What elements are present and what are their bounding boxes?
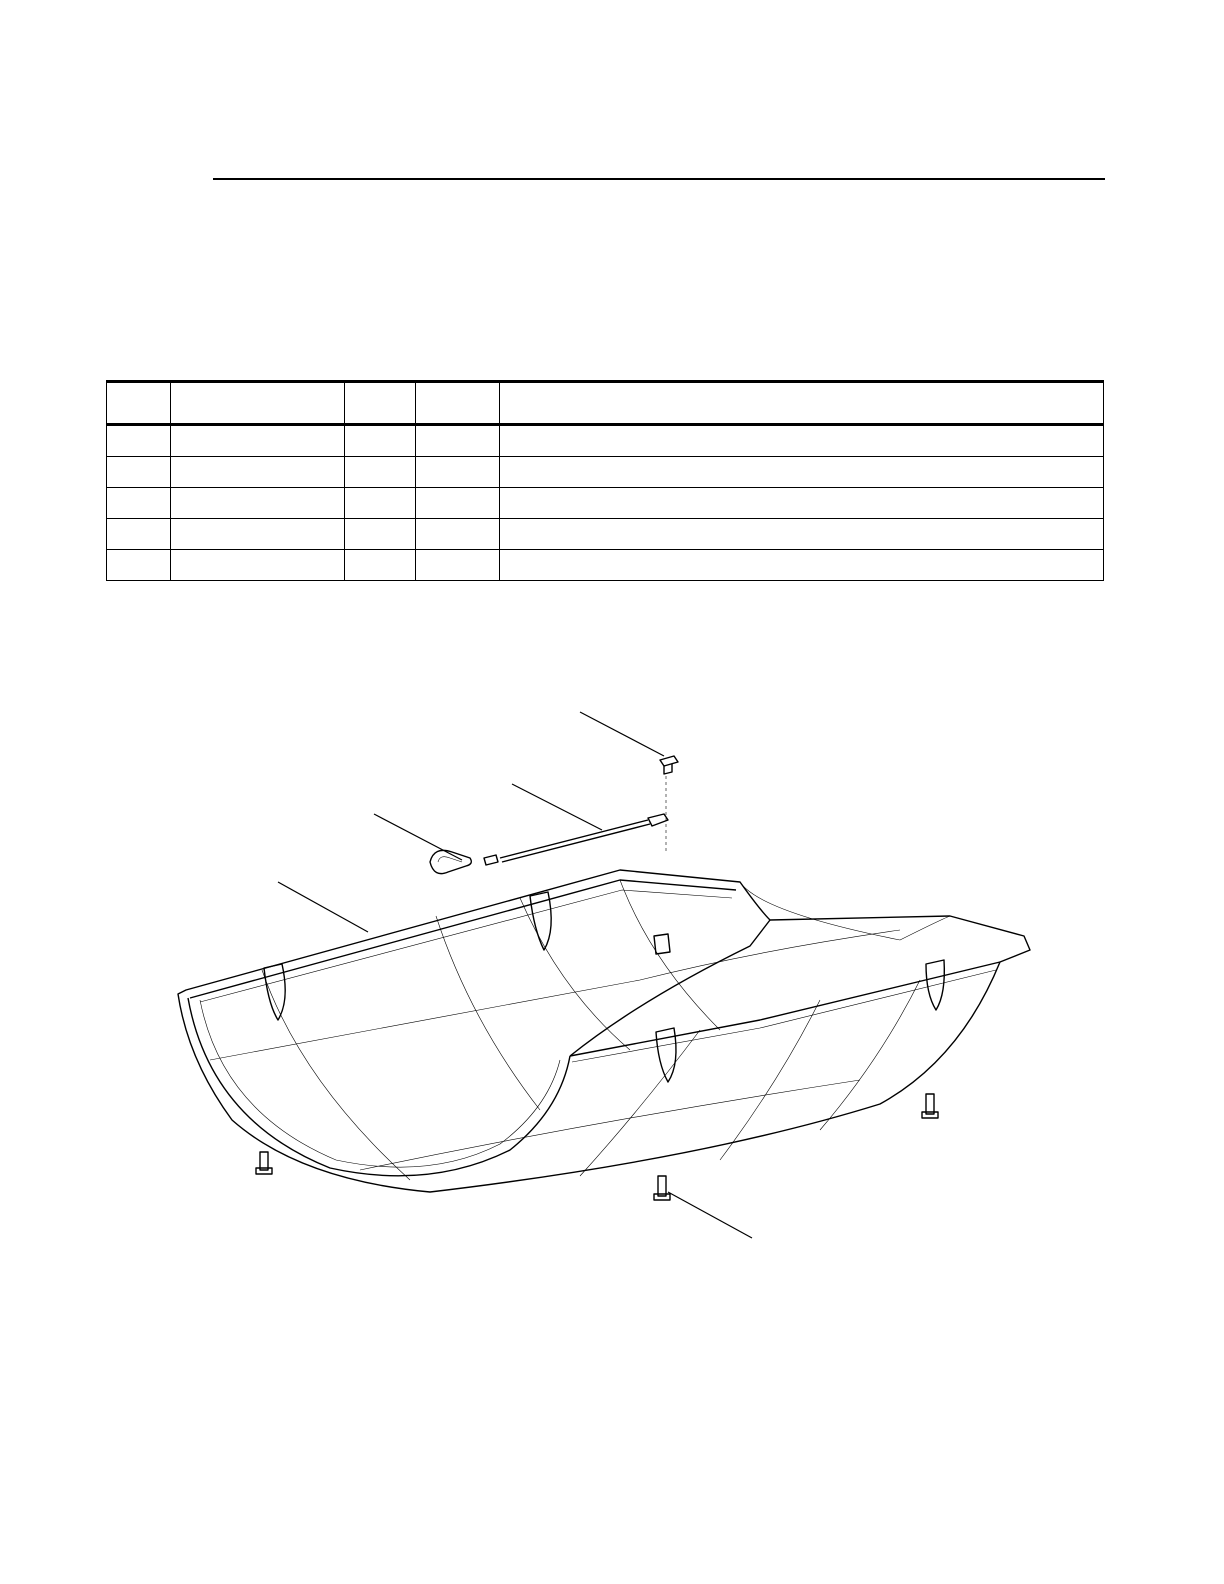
fastener-bottom-right [922, 1094, 938, 1118]
table-row [107, 519, 1104, 550]
fastener-bottom-center [654, 1176, 670, 1200]
table-cell [171, 488, 345, 519]
table-cell [345, 519, 416, 550]
table-cell [500, 550, 1104, 581]
table-cell [107, 519, 171, 550]
table-cell [500, 488, 1104, 519]
table-cell [171, 425, 345, 457]
table-cell [107, 488, 171, 519]
fastener-top [660, 756, 678, 852]
leader-line-fastener-top [580, 712, 664, 756]
hull-shell [178, 870, 1030, 1192]
table-cell [107, 457, 171, 488]
table-cell [171, 457, 345, 488]
table-cell [345, 550, 416, 581]
table-row [107, 488, 1104, 519]
table-cell [416, 488, 500, 519]
table-row [107, 425, 1104, 457]
leader-line-hull [278, 882, 368, 932]
table-cell [171, 550, 345, 581]
table-cell [107, 425, 171, 457]
table-cell [416, 519, 500, 550]
leader-line-fastener-bottom [668, 1192, 752, 1238]
table-cell [416, 425, 500, 457]
header-rule [213, 178, 1105, 180]
table-cell [107, 550, 171, 581]
header-cell [171, 382, 345, 425]
table-cell [345, 488, 416, 519]
fastener-bottom-left [256, 1152, 272, 1174]
table-cell [500, 457, 1104, 488]
table-cell [345, 425, 416, 457]
table-cell [500, 425, 1104, 457]
leader-line-tether [512, 784, 602, 830]
exploded-assembly-diagram [0, 690, 1224, 1250]
table-row [107, 550, 1104, 581]
table-cell [500, 519, 1104, 550]
header-cell [416, 382, 500, 425]
tether-cable [484, 814, 668, 865]
table-cell [345, 457, 416, 488]
parts-table [106, 380, 1104, 581]
table-header-row [107, 382, 1104, 425]
table-cell [171, 519, 345, 550]
header-cell [345, 382, 416, 425]
leader-line-handle [374, 814, 462, 860]
table-cell [416, 550, 500, 581]
table-row [107, 457, 1104, 488]
table-cell [416, 457, 500, 488]
header-cell [107, 382, 171, 425]
header-cell [500, 382, 1104, 425]
